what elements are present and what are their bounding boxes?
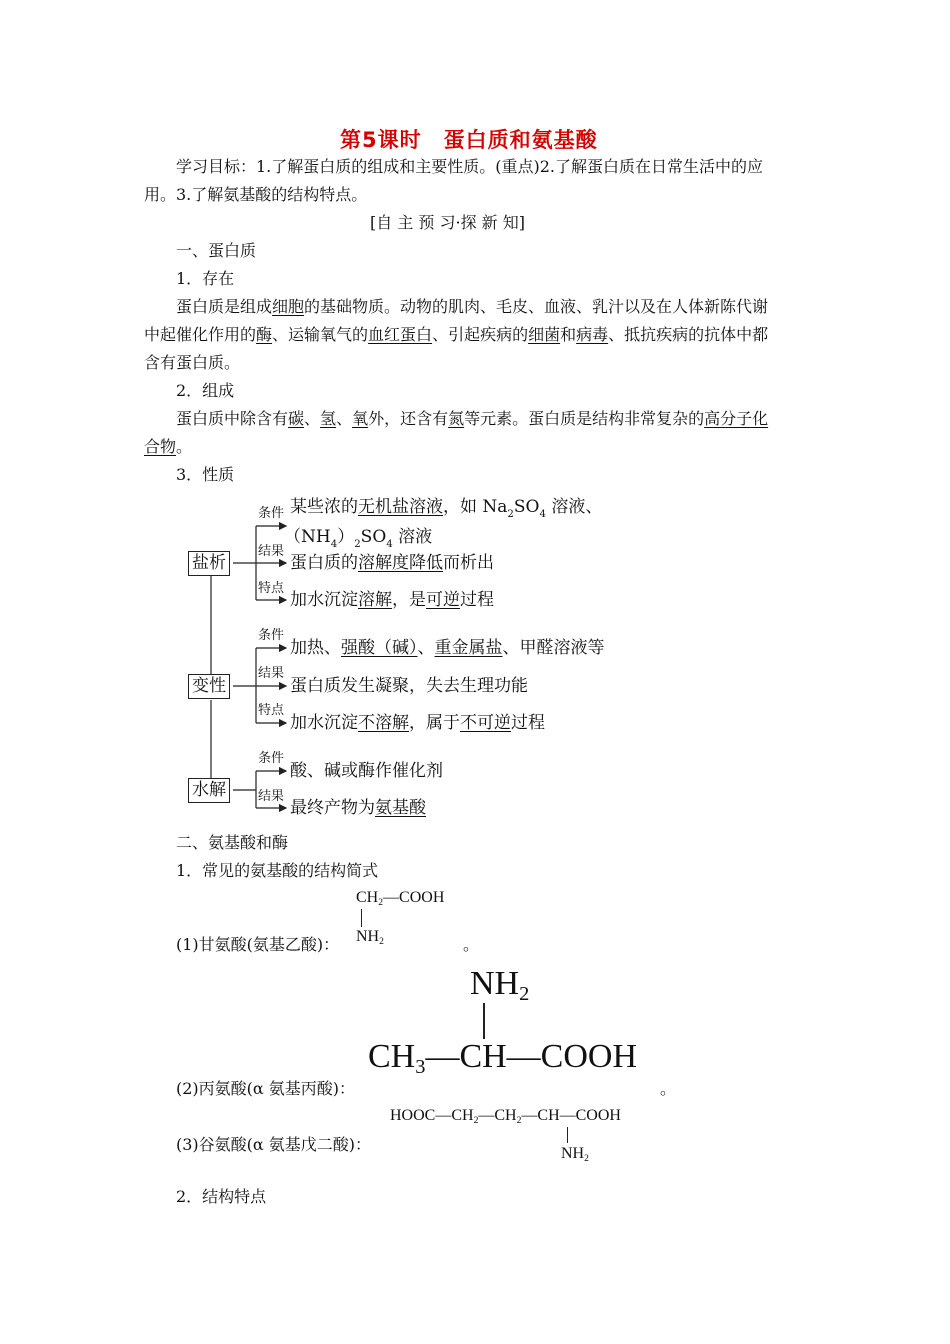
text: CH [356,889,379,906]
answer-reversible: 可逆 [426,590,460,610]
answer-hemoglobin: 血红蛋白 [368,325,433,344]
answer-polymer-2: 合物 [144,437,177,456]
text: 过程 [511,713,545,733]
existence-line-3: 含有蛋白质。 [144,353,241,372]
text: 加水沉淀 [290,713,358,733]
subscript: 4 [539,509,546,520]
text: —CH [478,1107,517,1124]
text: CH [459,1038,507,1075]
text: （NH [284,527,331,547]
text: 、甲醛溶液等 [502,638,605,658]
text: 、抵抗疾病的抗体中都 [608,325,769,344]
text: ，如 Na [443,497,508,517]
text: 、 [417,638,435,658]
hydrolysis-condition-label: 条件 [258,751,285,766]
answer-amino-acid: 氨基酸 [375,798,426,818]
section-1-heading: 一、蛋白质 [176,241,257,260]
salting-feature-label: 特点 [258,581,285,596]
bond: — [506,1038,541,1075]
denature-condition-label: 条件 [258,628,285,643]
text: 。 [176,437,193,456]
text: 而析出 [443,553,494,573]
subscript: 2 [507,509,514,520]
alanine-chain [368,1038,637,1079]
text: 蛋白质中除含有 [176,409,289,428]
text: 、运输氧气的 [272,325,369,344]
hydrolysis-condition-text: 酸、碱或酶作催化剂 [290,761,443,781]
text: COOH [540,1038,638,1075]
answer-enzyme: 酶 [256,325,273,344]
glutamic-bond-vertical [567,1127,568,1143]
bond: — [425,1038,460,1075]
section-banner: [自 主 预 习·探 新 知] [370,213,526,232]
glutamic-amino [561,1145,589,1164]
answer-irreversible: 不可逆 [460,713,511,733]
glycine-end: 。 [463,935,480,954]
text: 蛋白质是组成 [176,297,273,316]
salting-condition-text-2 [284,527,432,555]
alanine-bond-vertical [483,1003,485,1039]
alanine-amino [470,965,529,1006]
properties-diagram [178,490,638,825]
text: COOH [399,889,445,906]
text: 等元素。蛋白质是结构非常复杂的 [464,409,705,428]
text: 溶液、 [545,497,603,517]
text: 外，还含有 [368,409,449,428]
subscript: 4 [386,539,393,550]
denature-feature-text [290,713,545,733]
answer-virus: 病毒 [576,325,609,344]
text: ，属于 [409,713,460,733]
denature-result-text: 蛋白质发生凝聚，失去生理功能 [290,676,528,696]
salting-condition-label: 条件 [258,506,285,521]
glutamic-chain [390,1107,621,1126]
answer-dissolve: 溶解 [358,590,392,610]
denature-result-label: 结果 [258,666,285,681]
answer-cell: 细胞 [272,297,305,316]
section-2-heading: 二、氨基酸和酶 [176,833,289,852]
glycine-label: (1)甘氨酸(氨基乙酸)： [176,935,340,954]
text: 、引起疾病的 [432,325,529,344]
text: SO [360,527,387,547]
text: NH [561,1145,585,1162]
subscript: 2 [516,1114,522,1126]
answer-solubility: 溶解度降低 [358,553,443,573]
text: NH [470,965,520,1002]
text: 中起催化作用的 [144,325,257,344]
page-title: 第5课时 蛋白质和氨基酸 [340,128,598,152]
text: 、 [304,409,321,428]
subscript: 2 [378,896,384,908]
existence-line-1 [176,297,768,317]
hydrolysis-box: 水解 [188,778,230,803]
text: 过程 [460,590,494,610]
answer-inorganic-salt: 无机盐溶液 [358,497,443,517]
subscript: 2 [519,982,530,1005]
salting-condition-text [290,497,602,525]
subscript: 2 [584,1152,589,1164]
answer-strong-acid: 强酸（碱） [341,638,418,658]
denaturation-box: 变性 [188,674,230,699]
composition-line-2 [144,437,192,457]
glycine-amino [356,928,384,947]
text: —CH—COOH [521,1107,621,1124]
text: 加水沉淀 [290,590,358,610]
glutamic-label: (3)谷氨酸(α 氨基戊二酸)： [176,1135,372,1154]
hydrolysis-result-label: 结果 [258,789,285,804]
hydrolysis-result-text [290,798,426,818]
answer-hydrogen: 氢 [320,409,337,428]
answer-oxygen: 氧 [352,409,369,428]
text: SO [513,497,540,517]
text: 和 [560,325,577,344]
text: 、 [336,409,353,428]
subscript: 3 [415,1055,426,1078]
glycine-bond-vertical [361,909,362,927]
subsection-1-heading: 1．存在 [176,269,235,288]
subscript: 2 [473,1114,479,1126]
answer-carbon: 碳 [288,409,305,428]
text: 加热、 [290,638,341,658]
glycine-chain [356,889,444,908]
salting-feature-text [290,590,494,610]
text: HOOC—CH [390,1107,474,1124]
text: 某些浓的 [290,497,358,517]
salting-result-text [290,553,494,573]
denature-feature-label: 特点 [258,703,285,718]
text: CH [368,1038,416,1075]
text: 的基础物质。动物的肌肉、毛皮、血液、乳汁以及在人体新陈代谢 [304,297,769,316]
text: 最终产物为 [290,798,375,818]
text: NH [356,928,380,945]
amino-structures-heading: 1．常见的氨基酸的结构简式 [176,861,379,880]
existence-line-2 [144,325,768,345]
answer-heavy-metal: 重金属盐 [434,638,503,658]
subscript: 2 [379,935,384,947]
bond: — [383,889,400,906]
denature-condition-text [290,638,605,658]
subscript: 2 [354,539,361,550]
text: 蛋白质的 [290,553,358,573]
answer-bacteria: 细菌 [528,325,561,344]
text: ） [337,527,355,547]
subsection-2-heading: 2．组成 [176,381,235,400]
answer-nitrogen: 氮 [448,409,465,428]
salting-out-box: 盐析 [188,551,230,576]
answer-polymer-1: 高分子化 [704,409,769,428]
alanine-label: (2)丙氨酸(α 氨基丙酸)： [176,1079,356,1098]
structure-features-heading: 2．结构特点 [176,1187,267,1206]
text: 溶液 [392,527,433,547]
alanine-end: 。 [660,1079,677,1098]
salting-result-label: 结果 [258,544,285,559]
text: ，是 [392,590,426,610]
answer-insoluble: 不溶解 [358,713,409,733]
subscript: 4 [330,539,338,550]
subsection-3-heading: 3．性质 [176,465,235,484]
composition-line-1 [176,409,768,429]
objectives-line-1: 学习目标：1.了解蛋白质的组成和主要性质。(重点)2.了解蛋白质在日常生活中的应 [176,157,764,176]
objectives-line-2: 用。3.了解氨基酸的结构特点。 [144,185,368,204]
